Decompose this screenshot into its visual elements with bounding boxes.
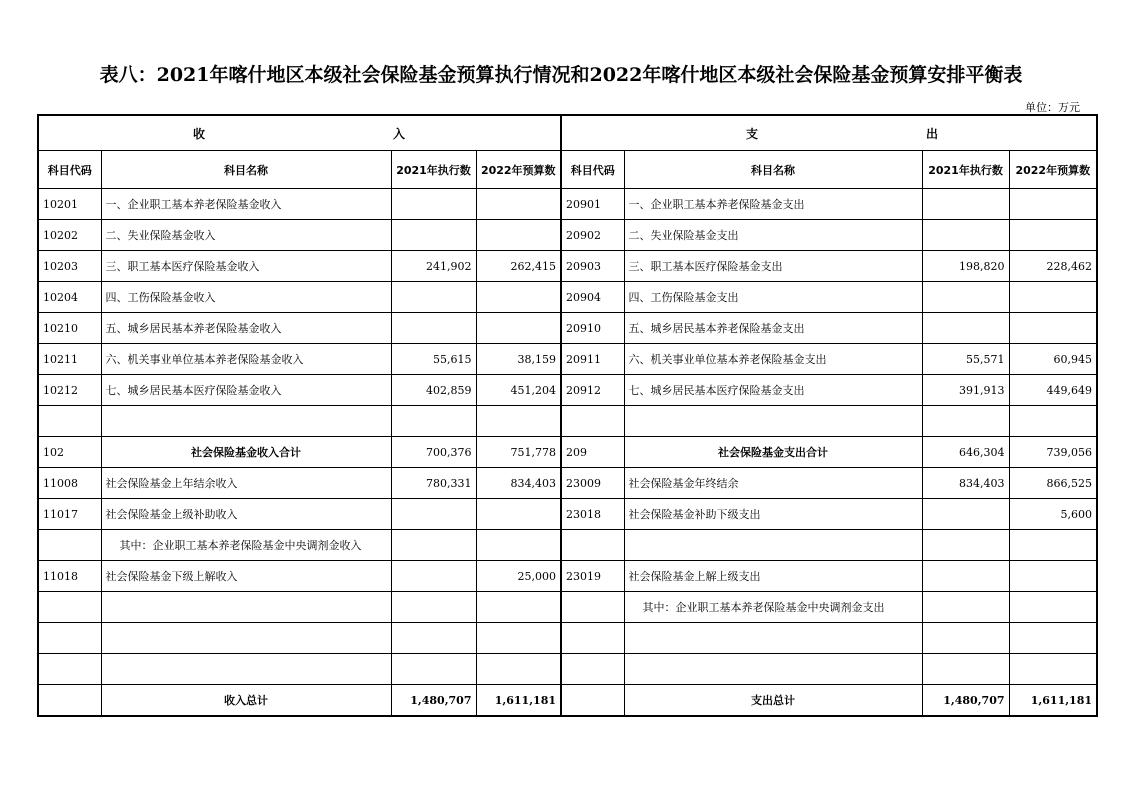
income-code-cell — [38, 530, 101, 561]
expense-code-cell: 20911 — [561, 344, 624, 375]
income-name-cell: 社会保险基金收入合计 — [101, 437, 391, 468]
expense-2022-cell — [1009, 313, 1097, 344]
expense-2021-cell — [922, 592, 1009, 623]
income-code-header: 科目代码 — [38, 151, 101, 189]
income-2021-cell — [391, 592, 476, 623]
income-code-cell: 11008 — [38, 468, 101, 499]
income-name-cell — [101, 654, 391, 685]
income-2022-cell: 834,403 — [476, 468, 561, 499]
expense-name-cell: 六、机关事业单位基本养老保险基金支出 — [624, 344, 922, 375]
income-2021-cell — [391, 313, 476, 344]
income-code-cell: 10211 — [38, 344, 101, 375]
expense-2021-cell — [922, 623, 1009, 654]
expense-name-cell: 社会保险基金年终结余 — [624, 468, 922, 499]
expense-2021-cell — [922, 561, 1009, 592]
income-code-cell: 10210 — [38, 313, 101, 344]
income-2022-cell — [476, 499, 561, 530]
table-row — [38, 313, 1097, 344]
page-title: 表八：2021年喀什地区本级社会保险基金预算执行情况和2022年喀什地区本级社会保险基金预算安排平衡表 — [99, 64, 1023, 86]
expense-name-cell — [624, 623, 922, 654]
income-2022-header: 2022年预算数 — [476, 151, 561, 189]
expense-2022-cell: 739,056 — [1009, 437, 1097, 468]
expense-2022-cell: 228,462 — [1009, 251, 1097, 282]
income-name-cell: 社会保险基金上年结余收入 — [101, 468, 391, 499]
income-total-code-cell — [38, 685, 101, 717]
income-section-char-1: 收 — [193, 126, 206, 141]
expense-2022-cell — [1009, 561, 1097, 592]
expense-2021-cell: 391,913 — [922, 375, 1009, 406]
expense-name-cell: 四、工伤保险基金支出 — [624, 282, 922, 313]
expense-2021-cell: 834,403 — [922, 468, 1009, 499]
expense-2021-cell — [922, 220, 1009, 251]
income-2022-cell — [476, 406, 561, 437]
expense-total-code-cell — [561, 685, 624, 717]
income-2022-cell — [476, 313, 561, 344]
expense-code-cell: 20912 — [561, 375, 624, 406]
income-2022-cell — [476, 189, 561, 220]
expense-code-cell — [561, 592, 624, 623]
column-header-row — [38, 151, 1097, 189]
table-row — [38, 561, 1097, 592]
income-2022-cell: 751,778 — [476, 437, 561, 468]
table-row — [38, 406, 1097, 437]
income-2021-cell — [391, 220, 476, 251]
expense-2022-cell — [1009, 406, 1097, 437]
expense-name-cell — [624, 530, 922, 561]
income-2022-cell — [476, 530, 561, 561]
expense-name-cell: 社会保险基金支出合计 — [624, 437, 922, 468]
income-2021-cell — [391, 561, 476, 592]
expense-name-cell: 社会保险基金补助下级支出 — [624, 499, 922, 530]
expense-total-2022: 1,611,181 — [1009, 685, 1097, 717]
income-name-cell — [101, 406, 391, 437]
expense-code-cell: 23009 — [561, 468, 624, 499]
income-name-cell: 七、城乡居民基本医疗保险基金收入 — [101, 375, 391, 406]
income-section-header — [38, 115, 561, 151]
income-code-cell — [38, 406, 101, 437]
income-section-char-2: 入 — [393, 126, 406, 141]
income-total-2022: 1,611,181 — [476, 685, 561, 717]
income-2022-cell: 38,159 — [476, 344, 561, 375]
income-code-cell — [38, 654, 101, 685]
income-name-cell: 一、企业职工基本养老保险基金收入 — [101, 189, 391, 220]
table-row — [38, 189, 1097, 220]
income-2021-cell — [391, 189, 476, 220]
income-2021-cell — [391, 282, 476, 313]
expense-2022-cell — [1009, 189, 1097, 220]
expense-code-cell — [561, 530, 624, 561]
income-name-cell — [101, 592, 391, 623]
income-2022-cell — [476, 282, 561, 313]
income-name-cell: 三、职工基本医疗保险基金收入 — [101, 251, 391, 282]
income-code-cell: 11018 — [38, 561, 101, 592]
income-2021-cell: 55,615 — [391, 344, 476, 375]
income-2021-cell: 402,859 — [391, 375, 476, 406]
expense-code-cell: 209 — [561, 437, 624, 468]
table-row — [38, 530, 1097, 561]
expense-2021-cell — [922, 282, 1009, 313]
expense-2021-cell: 55,571 — [922, 344, 1009, 375]
expense-code-cell: 20902 — [561, 220, 624, 251]
expense-name-cell: 一、企业职工基本养老保险基金支出 — [624, 189, 922, 220]
income-total-label: 收入总计 — [101, 685, 391, 717]
income-2022-cell: 451,204 — [476, 375, 561, 406]
expense-total-label: 支出总计 — [624, 685, 922, 717]
expense-2022-cell: 5,600 — [1009, 499, 1097, 530]
table-row — [38, 375, 1097, 406]
expense-code-cell — [561, 406, 624, 437]
balance-table — [37, 114, 1098, 717]
income-name-cell: 六、机关事业单位基本养老保险基金收入 — [101, 344, 391, 375]
income-2021-cell — [391, 530, 476, 561]
expense-2021-header: 2021年执行数 — [922, 151, 1009, 189]
expense-section-char-2: 出 — [926, 126, 939, 141]
income-code-cell: 10204 — [38, 282, 101, 313]
expense-2021-cell — [922, 499, 1009, 530]
expense-2021-cell — [922, 189, 1009, 220]
table-row — [38, 654, 1097, 685]
income-2022-cell — [476, 220, 561, 251]
expense-2021-cell — [922, 313, 1009, 344]
expense-2021-cell — [922, 406, 1009, 437]
income-code-cell — [38, 623, 101, 654]
expense-name-cell: 二、失业保险基金支出 — [624, 220, 922, 251]
expense-code-header: 科目代码 — [561, 151, 624, 189]
expense-code-cell: 20904 — [561, 282, 624, 313]
income-code-cell: 102 — [38, 437, 101, 468]
table-row — [38, 220, 1097, 251]
expense-2022-cell: 866,525 — [1009, 468, 1097, 499]
expense-2022-cell: 60,945 — [1009, 344, 1097, 375]
income-2021-cell — [391, 406, 476, 437]
income-code-cell: 11017 — [38, 499, 101, 530]
income-name-cell — [101, 623, 391, 654]
income-2021-header: 2021年执行数 — [391, 151, 476, 189]
expense-2022-cell — [1009, 654, 1097, 685]
expense-2022-header: 2022年预算数 — [1009, 151, 1097, 189]
income-code-cell — [38, 592, 101, 623]
expense-name-header: 科目名称 — [624, 151, 922, 189]
expense-name-cell: 七、城乡居民基本医疗保险基金支出 — [624, 375, 922, 406]
expense-2022-cell — [1009, 220, 1097, 251]
income-2021-cell — [391, 499, 476, 530]
table-row — [38, 344, 1097, 375]
unit-label: 单位：万元 — [1025, 101, 1080, 114]
table-row — [38, 282, 1097, 313]
expense-name-cell: 社会保险基金上解上级支出 — [624, 561, 922, 592]
income-2022-cell: 262,415 — [476, 251, 561, 282]
income-total-2021: 1,480,707 — [391, 685, 476, 717]
income-2022-cell — [476, 623, 561, 654]
expense-2022-cell — [1009, 282, 1097, 313]
income-2021-cell: 700,376 — [391, 437, 476, 468]
expense-section-char-1: 支 — [746, 126, 759, 141]
totals-row — [38, 685, 1097, 717]
income-name-cell: 社会保险基金上级补助收入 — [101, 499, 391, 530]
expense-2021-cell: 198,820 — [922, 251, 1009, 282]
income-code-cell: 10203 — [38, 251, 101, 282]
table-row — [38, 468, 1097, 499]
table-row — [38, 499, 1097, 530]
income-name-cell: 社会保险基金下级上解收入 — [101, 561, 391, 592]
income-2021-cell — [391, 654, 476, 685]
income-name-header: 科目名称 — [101, 151, 391, 189]
income-code-cell: 10202 — [38, 220, 101, 251]
expense-name-cell — [624, 406, 922, 437]
expense-total-2021: 1,480,707 — [922, 685, 1009, 717]
expense-code-cell — [561, 654, 624, 685]
income-2022-cell: 25,000 — [476, 561, 561, 592]
income-2021-cell: 780,331 — [391, 468, 476, 499]
expense-2022-cell — [1009, 530, 1097, 561]
income-name-cell: 二、失业保险基金收入 — [101, 220, 391, 251]
income-name-cell: 其中：企业职工基本养老保险基金中央调剂金收入 — [101, 530, 391, 561]
expense-2022-cell — [1009, 623, 1097, 654]
expense-2021-cell — [922, 654, 1009, 685]
expense-code-cell — [561, 623, 624, 654]
income-2022-cell — [476, 592, 561, 623]
expense-name-cell: 五、城乡居民基本养老保险基金支出 — [624, 313, 922, 344]
expense-2022-cell: 449,649 — [1009, 375, 1097, 406]
expense-code-cell: 20910 — [561, 313, 624, 344]
income-code-cell: 10212 — [38, 375, 101, 406]
income-name-cell: 五、城乡居民基本养老保险基金收入 — [101, 313, 391, 344]
expense-code-cell: 23018 — [561, 499, 624, 530]
expense-name-cell: 三、职工基本医疗保险基金支出 — [624, 251, 922, 282]
income-code-cell: 10201 — [38, 189, 101, 220]
table-row — [38, 623, 1097, 654]
expense-section-header — [561, 115, 1097, 151]
expense-code-cell: 20903 — [561, 251, 624, 282]
income-name-cell: 四、工伤保险基金收入 — [101, 282, 391, 313]
income-2022-cell — [476, 654, 561, 685]
table-row — [38, 437, 1097, 468]
expense-code-cell: 20901 — [561, 189, 624, 220]
expense-code-cell: 23019 — [561, 561, 624, 592]
expense-name-cell — [624, 654, 922, 685]
expense-2021-cell — [922, 530, 1009, 561]
income-2021-cell — [391, 623, 476, 654]
income-2021-cell: 241,902 — [391, 251, 476, 282]
expense-name-cell: 其中：企业职工基本养老保险基金中央调剂金支出 — [624, 592, 922, 623]
table-row — [38, 592, 1097, 623]
expense-2022-cell — [1009, 592, 1097, 623]
table-row — [38, 251, 1097, 282]
expense-2021-cell: 646,304 — [922, 437, 1009, 468]
